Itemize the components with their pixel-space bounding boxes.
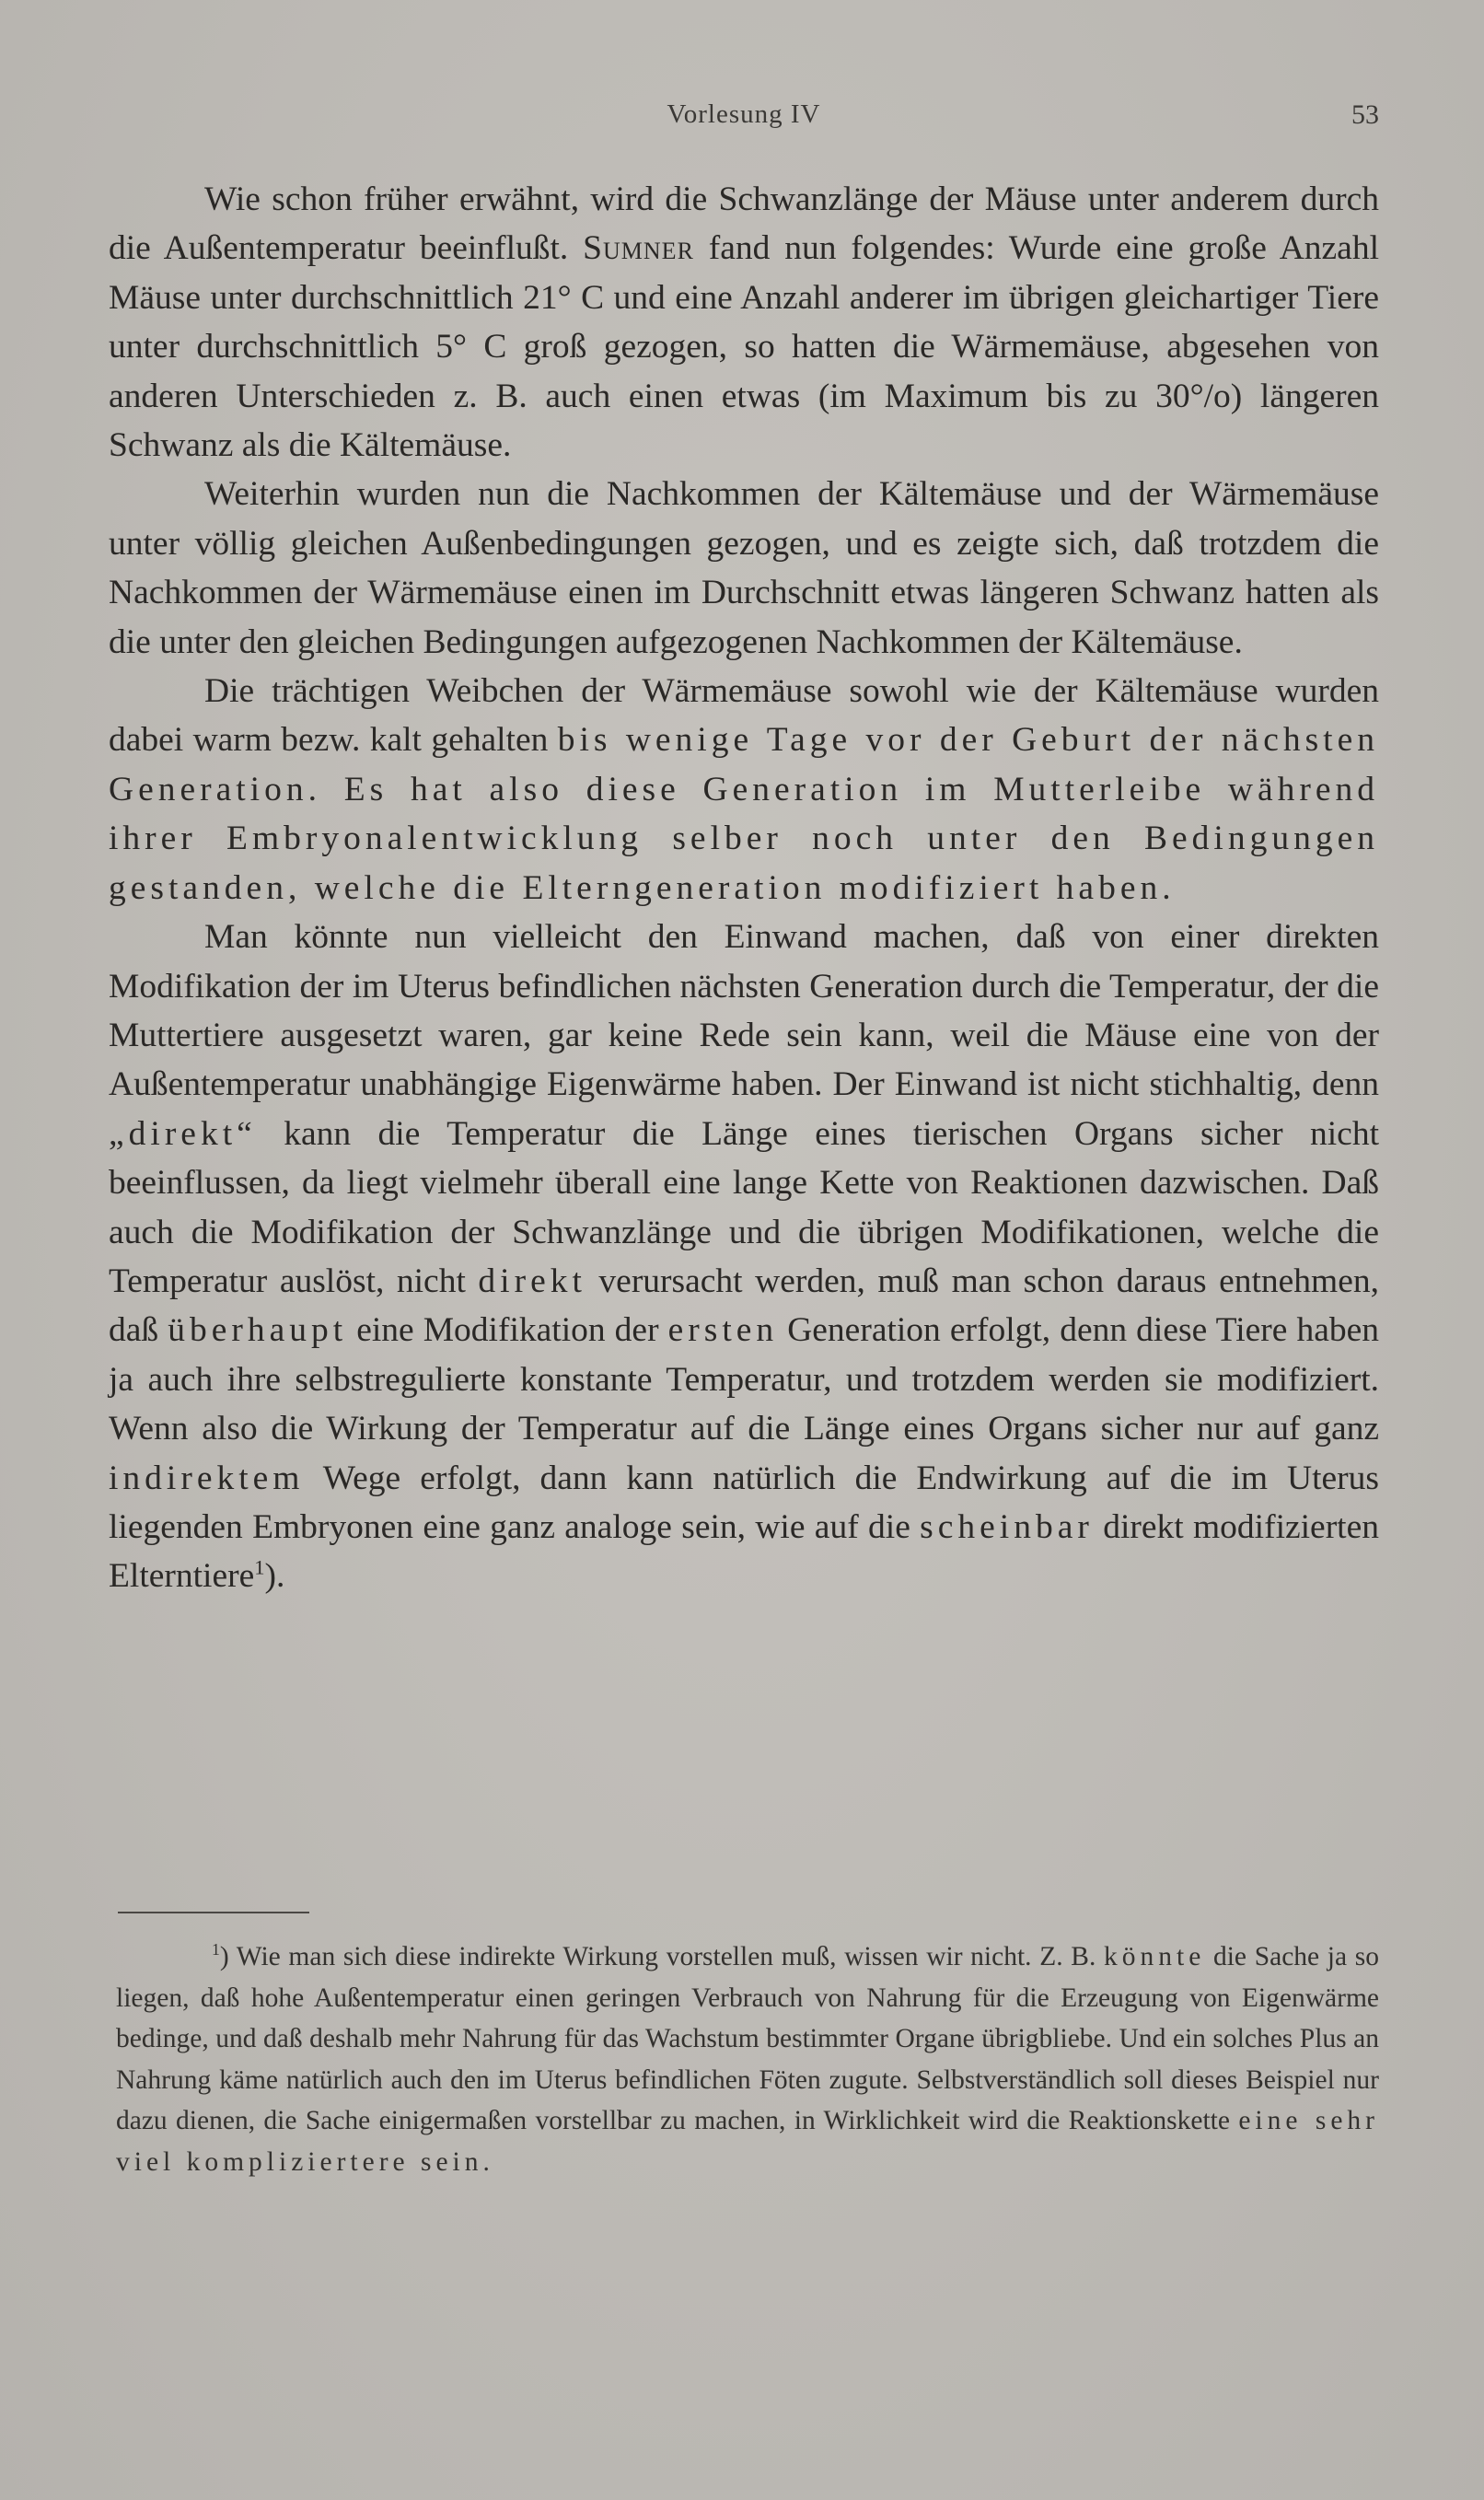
page-header: [109, 99, 1379, 136]
spaced-emphasis: überhaupt: [168, 1311, 348, 1350]
text-run: direkt modifizierten Elterntiere: [109, 1507, 1379, 1596]
footnote-mark: 1: [212, 1940, 220, 1959]
spaced-emphasis: indirektem: [109, 1459, 305, 1497]
paragraph-1: [109, 175, 1379, 470]
spaced-emphasis: ersten: [667, 1311, 779, 1350]
spaced-emphasis: scheinbar: [920, 1507, 1094, 1546]
text-run: verursacht werden, muß man schon daraus entnehmen, daß: [109, 1262, 1379, 1350]
spaced-emphasis: könnte: [1104, 1942, 1206, 1971]
text-run: Man könnte nun vielleicht den Einwand machen, daß von einer direkten Modifikation der im Uterus befindlichen nächsten Generation durch die Temperatur, der die Muttertiere ausgesetzt waren, gar keine Rede sein kann, weil die Mäuse eine von der Außentemperatur unabhängige Eigenwärme haben. Der Einwand ist nicht stichhaltig, denn: [109, 918, 1379, 1104]
text-run: fand nun folgendes: Wurde eine große Anzahl Mäuse unter durchschnittlich 21° C und eine Anzahl anderer im übrigen gleichartiger Tiere unter durchschnittlich 5° C groß gezogen, so hatten die Wärmemäuse, abgesehen von anderen Unterschieden z. B. auch einen etwas (im Maximum bis zu 30°/o) längeren Schwanz als die Kältemäuse.: [109, 229, 1379, 465]
text-run: kann die Temperatur die Länge eines tierischen Organs sicher nicht beeinflussen, da liegt vielmehr überall eine lange Kette von Reaktionen dazwischen. Daß auch die Modifikation der Schwanzlänge und die übrigen Modifikationen, welche die Temperatur auslöst, nicht: [109, 1114, 1379, 1300]
body-text: [109, 175, 1379, 1601]
paragraph-2: [109, 470, 1379, 667]
spaced-emphasis: „direkt“: [109, 1114, 257, 1153]
footnote-reference: 1: [254, 1555, 265, 1579]
footnote: [116, 1936, 1379, 2183]
text-run: Wege erfolgt, dann kann natürlich die Endwirkung auf die im Uterus liegenden Embryonen eine ganz analoge sein, wie auf die: [109, 1459, 1379, 1546]
footnote-divider: [118, 1912, 309, 1913]
author-name: Sumner: [583, 229, 694, 268]
running-title: Vorlesung IV: [667, 99, 821, 129]
text-run: Die trächtigen Weibchen der Wärmemäuse sowohl wie der Kältemäuse wurden dabei warm bezw. kalt gehalten: [109, 672, 1379, 760]
text-run: Wie schon früher erwähnt, wird die Schwanzlänge der Mäuse unter anderem durch die Außentemperatur beeinflußt.: [109, 180, 1379, 268]
text-run: die Sache ja so liegen, daß hohe Außentemperatur einen geringen Verbrauch von Nahrung für die Erzeugung von Eigenwärme bedinge, und daß deshalb mehr Nahrung für das Wachstum bestimmter Organe übrigbliebe. Und ein solches Plus an Nahrung käme natürlich auch den im Uterus befindlichen Föten zugute. Selbstverständlich soll dieses Beispiel nur dazu dienen, die Sache einigermaßen vorstellbar zu machen, in Wirklichkeit wird die Reaktionskette: [116, 1942, 1379, 2136]
text-run: ) Wie man sich diese indirekte Wirkung vorstellen muß, wissen wir nicht. Z. B.: [219, 1942, 1105, 1971]
text-run: Generation erfolgt, denn diese Tiere haben ja auch ihre selbstregulierte konstante Temperatur, und trotzdem werden sie modifiziert. Wenn also die Wirkung der Temperatur auf die Länge eines Organs sicher nur auf ganz: [109, 1311, 1379, 1448]
spaced-emphasis: eine sehr viel kompliziertere sein.: [116, 2106, 1379, 2177]
text-run: eine Modifikation der: [347, 1311, 668, 1350]
spaced-emphasis: bis wenige Tage vor der Geburt der nächsten Generation. Es hat also diese Generation im Mutterleibe während ihrer Embryonalentwicklung selber noch unter den Bedingungen gestanden, welche die Elterngeneration modifiziert haben.: [109, 721, 1379, 907]
text-run: ).: [264, 1557, 285, 1596]
paragraph-3: [109, 667, 1379, 913]
spaced-emphasis: direkt: [478, 1262, 586, 1300]
page-number: 53: [1351, 99, 1379, 130]
text-run: Weiterhin wurden nun die Nachkommen der Kältemäuse und der Wärmemäuse unter völlig gleichen Außenbedingungen gezogen, und es zeigte sich, daß trotzdem die Nachkommen der Wärmemäuse einen im Durchschnitt etwas längeren Schwanz hatten als die unter den gleichen Bedingungen aufgezogenen Nachkommen der Kältemäuse.: [109, 475, 1379, 661]
paragraph-4: [109, 913, 1379, 1601]
